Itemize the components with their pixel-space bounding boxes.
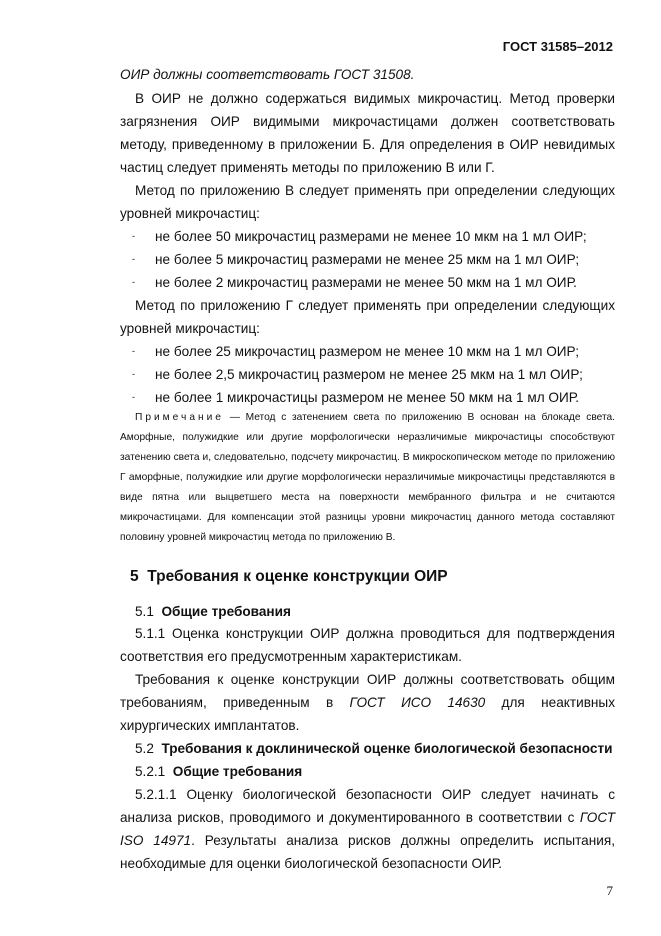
paragraph-5-1-1: 5.1.1 Оценка конструкции ОИР должна проводиться для подтверждения соответствия его предусмотренным характеристикам. [120,626,615,664]
bullet-marker: - [132,254,135,264]
text-run: для неактивных хирургических имплантатов. [120,695,615,733]
subsection-title: Общие требования [161,604,291,619]
text-run: . Результаты анализа рисков должны определить испытания, необходимые для оценки биологической безопасности ОИР. [120,833,615,871]
section-title: Требования к оценке конструкции ОИР [147,568,448,585]
bullet-marker: - [132,392,135,402]
list-item: не более 2 микрочастиц размерами не менее 50 мкм на 1 мл ОИР. [155,275,577,290]
section-heading [130,568,448,586]
paragraph-method-g: Метод по приложению Г следует применять при определении следующих уровней микрочастиц: [120,298,615,336]
subsection-heading-5-1 [135,600,615,623]
list-item: не более 5 микрочастиц размерами не менее 25 мкм на 1 мл ОИР; [155,252,580,267]
section-number: 5 [130,568,139,585]
bullet-marker: - [132,369,135,379]
subsection-number: 5.1 [135,604,154,619]
subsection-number: 5.2.1 [135,764,166,779]
list-item: не более 1 микрочастицы размером не менее 50 мкм на 1 мл ОИР. [155,390,580,405]
bullet-marker: - [132,346,135,356]
bullet-marker: - [132,231,135,241]
subsection-title: Общие требования [172,764,303,779]
paragraph-5-1-1-cont [120,668,615,737]
subsection-heading-5-2-1 [135,760,615,783]
standard-reference: ГОСТ ISO 14971 [120,810,615,848]
note-block [120,408,615,548]
note-label: Примечание [135,412,224,423]
intro-line: ОИР должны соответствовать ГОСТ 31508. [120,67,415,82]
subsection-title: Требования к доклинической оценке биологической безопасности [161,741,613,756]
note-text: — Метод с затенением света по приложению В основан на блокаде света. Аморфные, полужидкие или другие морфологически неразличимые микрочастицы способствуют затенению света и, следовательно, подсчету микрочастиц. В микроскопическом методе по приложению Г аморфные, полужидкие или другие морфологически неразличимые микрочастицы представляются в виде пятна или выцветшего места на поверхности мембранного фильтра и не считаются микрочастицами. Для компенсации этой разницы уровни микрочастиц данного метода составляют половину уровней микрочастиц метода по приложению В. [120,412,615,543]
text-run: 5.2.1.1 Оценку биологической безопасности ОИР следует начинать с анализа рисков, проводимого и документированного в соответствии с [120,787,615,825]
paragraph-method-v: Метод по приложению В следует применять при определении следующих уровней микрочастиц: [120,183,615,221]
paragraph-visible-particles: В ОИР не должно содержаться видимых микрочастиц. Метод проверки загрязнения ОИР видимыми микрочастицами должен соответствовать методу, приведенному в приложении Б. Для определения в ОИР невидимых частиц следует применять методы по приложению В или Г. [120,91,615,175]
page-number: 7 [606,883,613,898]
paragraph-5-2-1-1 [120,783,615,875]
text-run: Требования к оценке конструкции ОИР должны соответствовать общим требованиям, приведенным в [120,672,615,710]
list-item: не более 2,5 микрочастиц размером не менее 25 мкм на 1 мл ОИР; [155,367,583,382]
subsection-heading-5-2 [135,737,615,760]
bullet-marker: - [132,277,135,287]
document-code-header: ГОСТ 31585–2012 [502,39,613,54]
standard-reference: ГОСТ ИСО 14630 [349,695,486,710]
list-item: не более 25 микрочастиц размером не менее 10 мкм на 1 мл ОИР; [155,344,580,359]
list-item: не более 50 микрочастиц размерами не менее 10 мкм на 1 мл ОИР; [155,229,587,244]
subsection-number: 5.2 [135,741,154,756]
